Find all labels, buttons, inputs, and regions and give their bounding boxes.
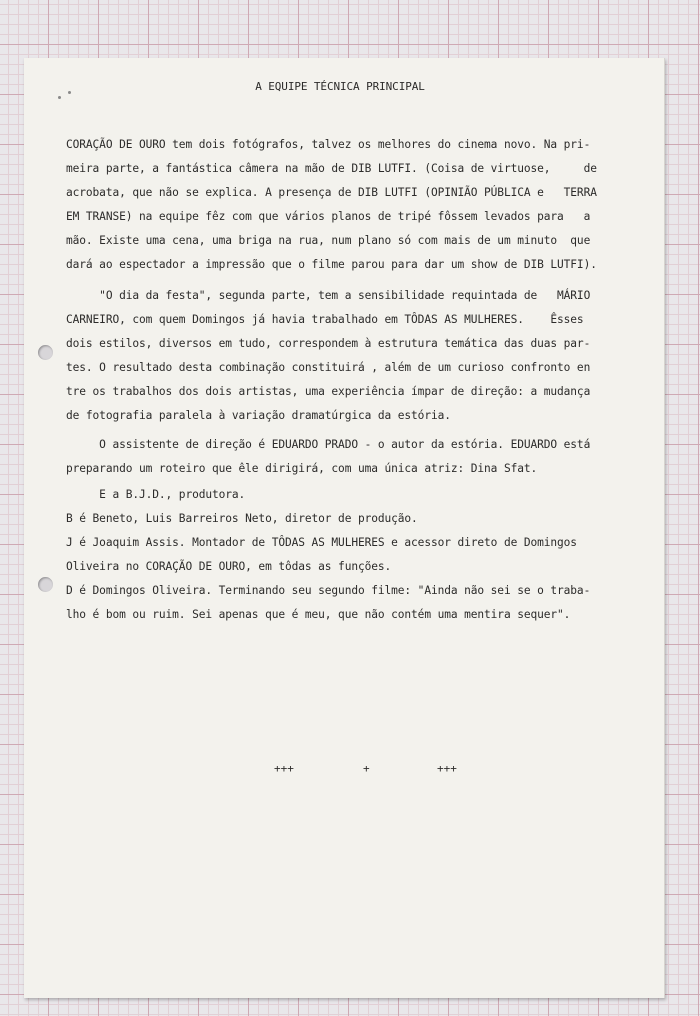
text-line: tre os trabalhos dos dois artistas, uma experiência ímpar de direção: a mudança xyxy=(66,385,591,398)
ink-speck xyxy=(58,96,61,99)
punch-hole xyxy=(38,577,53,592)
text-line: tes. O resultado desta combinação constituirá , além de um curioso confronto en xyxy=(66,361,591,374)
text-line: acrobata, que não se explica. A presença de DIB LUTFI (OPINIÃO PÚBLICA e TERRA xyxy=(66,186,597,199)
page-title: A EQUIPE TÉCNICA PRINCIPAL xyxy=(255,80,425,93)
text-line: dois estilos, diversos em tudo, correspondem à estrutura temática das duas par- xyxy=(66,337,591,350)
text-line: D é Domingos Oliveira. Terminando seu segundo filme: "Ainda não sei se o traba- xyxy=(66,584,591,597)
end-mark: + xyxy=(363,762,370,775)
text-line: B é Beneto, Luis Barreiros Neto, diretor de produção. xyxy=(66,512,418,525)
text-line: dará ao espectador a impressão que o filme parou para dar um show de DIB LUTFI). xyxy=(66,258,597,271)
text-line: CARNEIRO, com quem Domingos já havia trabalhado em TÔDAS AS MULHERES. Êsses xyxy=(66,313,584,326)
text-line: mão. Existe uma cena, uma briga na rua, num plano só com mais de um minuto que xyxy=(66,234,591,247)
text-line: EM TRANSE) na equipe fêz com que vários planos de tripé fôssem levados para a xyxy=(66,210,591,223)
end-mark: +++ xyxy=(274,762,294,775)
text-line: "O dia da festa", segunda parte, tem a sensibilidade requintada de MÁRIO xyxy=(66,289,591,302)
text-line: J é Joaquim Assis. Montador de TÔDAS AS MULHERES e acessor direto de Domingos xyxy=(66,536,577,549)
text-line: de fotografia paralela à variação dramatúrgica da estória. xyxy=(66,409,451,422)
text-line: O assistente de direção é EDUARDO PRADO - o autor da estória. EDUARDO está xyxy=(66,438,591,451)
punch-hole xyxy=(38,345,53,360)
text-line: E a B.J.D., produtora. xyxy=(66,488,246,501)
text-line: lho é bom ou ruim. Sei apenas que é meu, que não contém uma mentira sequer". xyxy=(66,608,571,621)
text-line: meira parte, a fantástica câmera na mão de DIB LUTFI. (Coisa de virtuose, de xyxy=(66,162,597,175)
end-mark: +++ xyxy=(437,762,457,775)
text-line: Oliveira no CORAÇÃO DE OURO, em tôdas as funções. xyxy=(66,560,392,573)
text-line: CORAÇÃO DE OURO tem dois fotógrafos, talvez os melhores do cinema novo. Na pri- xyxy=(66,138,591,151)
text-line: preparando um roteiro que êle dirigirá, com uma única atriz: Dina Sfat. xyxy=(66,462,538,475)
